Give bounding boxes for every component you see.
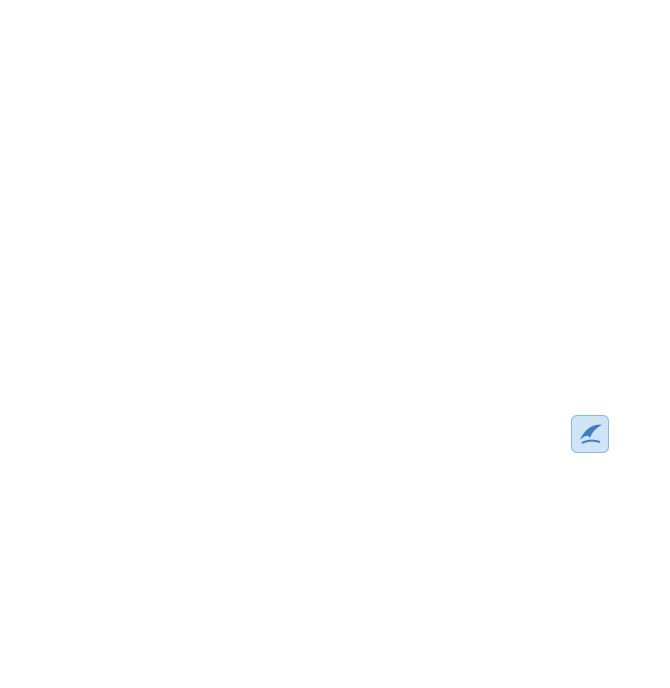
- bird-icon: [572, 416, 608, 452]
- app-bird-icon[interactable]: [571, 415, 609, 453]
